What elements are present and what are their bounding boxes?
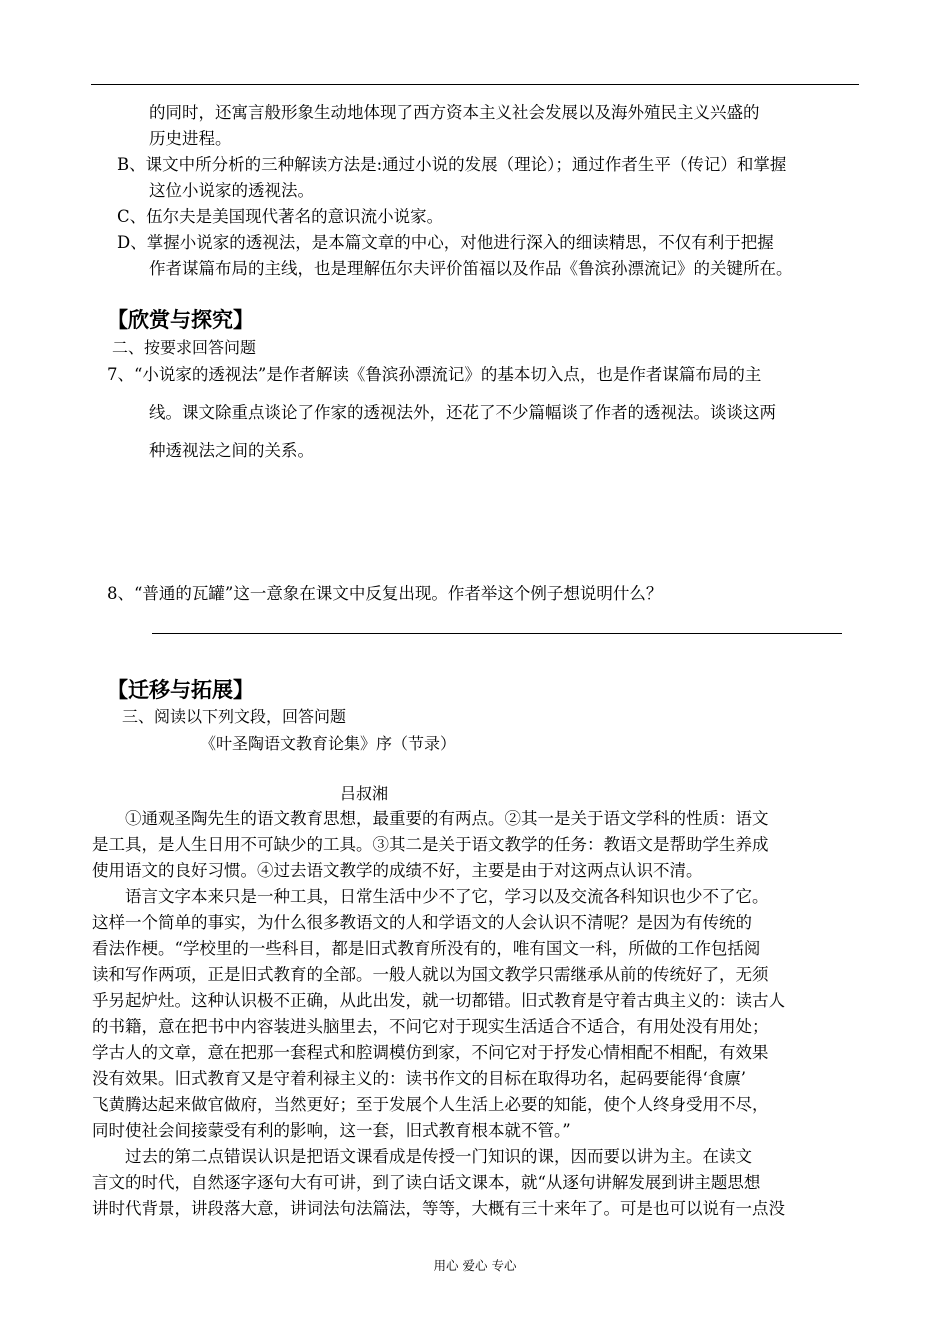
question-7-line-2: 线。课文除重点谈论了作家的透视法外，还花了不少篇幅谈了作者的透视法。谈谈这两	[149, 403, 776, 422]
question-8: 8、“普通的瓦罐”这一意象在课文中反复出现。作者举这个例子想说明什么？	[107, 584, 663, 603]
passage-line: 的书籍，意在把书中内容装进头脑里去，不问它对于现实生活适合不适合，有用处没有用处；	[92, 1017, 769, 1036]
question-7-line-1: 7、“小说家的透视法”是作者解读《鲁滨孙漂流记》的基本切入点，也是作者谋篇布局的主	[107, 365, 762, 384]
passage-line: ①通观圣陶先生的语文教育思想，最重要的有两点。②其一是关于语文学科的性质：语文	[125, 809, 769, 828]
passage-author: 吕叔湘	[340, 784, 389, 803]
passage-line: 飞黄腾达起来做官做府，当然更好；至于发展个人生活上必要的知能，使个人终身受用不尽，	[92, 1095, 769, 1114]
passage-line: 语言文字本来只是一种工具，日常生活中少不了它，学习以及交流各科知识也少不了它。	[125, 887, 769, 906]
passage-line: 使用语文的良好习惯。④过去语文教学的成绩不好，主要是由于对这两点认识不清。	[92, 861, 703, 880]
passage-line: 过去的第二点错误认识是把语文课看成是传授一门知识的课，因而要以讲为主。在读文	[125, 1147, 752, 1166]
passage-line: 言文的时代，自然逐字逐句大有可讲，到了读白话文课本，就“从逐句讲解发展到讲主题思想	[92, 1173, 761, 1192]
option-a-line-1: 的同时，还寓言般形象生动地体现了西方资本主义社会发展以及海外殖民主义兴盛的	[149, 103, 760, 122]
passage-line: 是工具，是人生日用不可缺少的工具。③其二是关于语文教学的任务：教语文是帮助学生养成	[92, 835, 769, 854]
option-c-line-1: C、伍尔夫是美国现代著名的意识流小说家。	[117, 207, 444, 226]
passage-line: 没有效果。旧式教育又是守着利禄主义的：读书作文的目标在取得功名，起码要能得‘食廪’	[92, 1069, 746, 1088]
section-intro-transfer: 三、阅读以下列文段，回答问题	[122, 707, 347, 726]
option-d-line-1: D、掌握小说家的透视法，是本篇文章的中心，对他进行深入的细读精思，不仅有利于把握	[117, 233, 774, 252]
passage-title: 《叶圣陶语文教育论集》序（节录）	[200, 734, 457, 753]
answer-line	[152, 633, 842, 634]
section-heading-appreciate: 【欣赏与探究】	[107, 308, 254, 332]
section-intro-appreciate: 二、按要求回答问题	[112, 338, 257, 357]
passage-line: 读和写作两项，正是旧式教育的全部。一般人就以为国文教学只需继承从前的传统好了，无须	[92, 965, 769, 984]
option-b-line-2: 这位小说家的透视法。	[149, 181, 314, 200]
passage-line: 看法作梗。“学校里的一些科目，都是旧式教育所没有的，唯有国文一科，所做的工作包括阅	[92, 939, 761, 958]
passage-line: 同时使社会间接蒙受有利的影响，这一套，旧式教育根本就不管。”	[92, 1121, 571, 1140]
passage-line: 这样一个简单的事实，为什么很多教语文的人和学语文的人会认识不清呢？是因为有传统的	[92, 913, 752, 932]
passage-line: 学古人的文章，意在把那一套程式和腔调模仿到家，不问它对于抒发心情相配不相配，有效果	[92, 1043, 769, 1062]
passage-line: 乎另起炉灶。这种认识极不正确，从此出发，就一切都错。旧式教育是守着古典主义的：读古人	[92, 991, 785, 1010]
passage-line: 讲时代背景，讲段落大意，讲词法句法篇法，等等，大概有三十来年了。可是也可以说有一点没	[92, 1199, 785, 1218]
page-footer: 用心 爱心 专心	[433, 1258, 517, 1273]
section-heading-transfer: 【迁移与拓展】	[107, 678, 254, 702]
header-rule	[91, 84, 859, 85]
question-7-line-3: 种透视法之间的关系。	[149, 441, 314, 460]
option-a-line-2: 历史进程。	[149, 129, 232, 148]
option-b-line-1: B、课文中所分析的三种解读方法是:通过小说的发展（理论）；通过作者生平（传记）和掌握	[117, 155, 787, 174]
option-d-line-2: 作者谋篇布局的主线，也是理解伍尔夫评价笛福以及作品《鲁滨孙漂流记》的关键所在。	[149, 259, 793, 278]
